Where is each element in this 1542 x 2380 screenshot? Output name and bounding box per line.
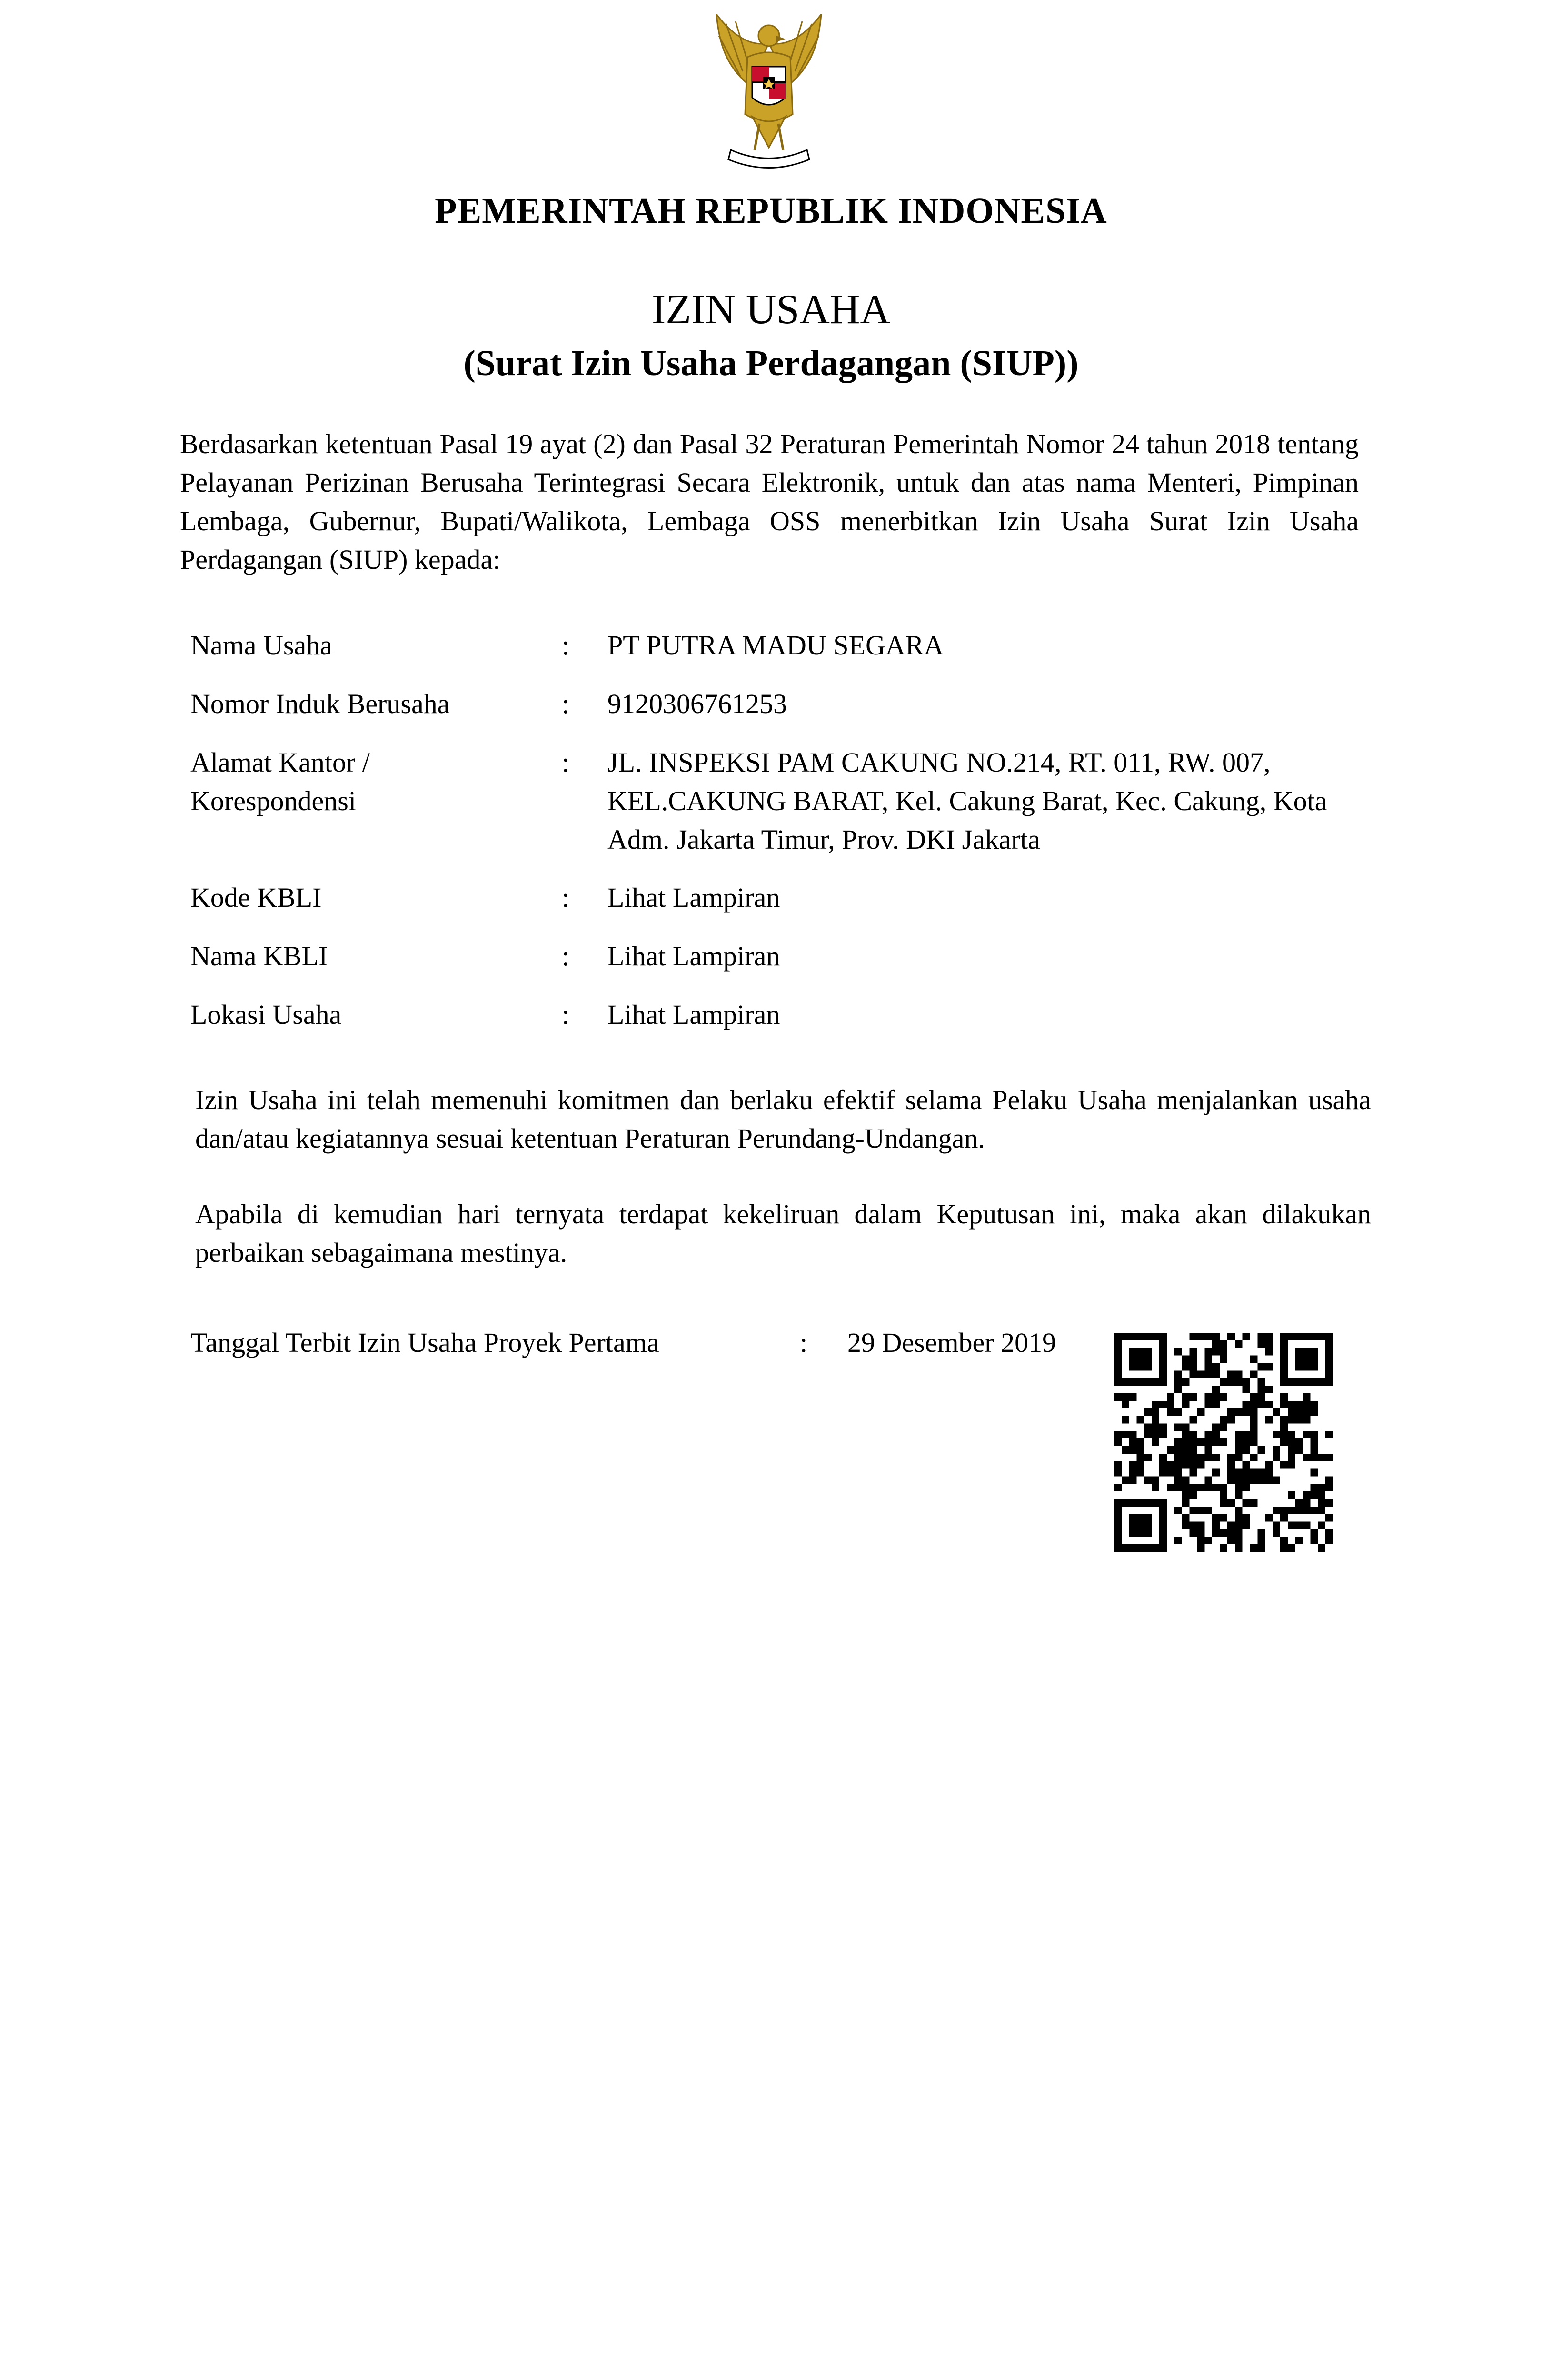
field-value: PT PUTRA MADU SEGARA bbox=[607, 630, 944, 661]
field-colon: : bbox=[562, 688, 570, 719]
government-title: PEMERINTAH REPUBLIK INDONESIA bbox=[435, 191, 1107, 231]
document-subtitle: (Surat Izin Usaha Perdagangan (SIUP)) bbox=[463, 343, 1079, 383]
field-label: Nama KBLI bbox=[190, 941, 328, 972]
validity-paragraph: Izin Usaha ini telah memenuhi komitmen dan berlaku efektif selama Pelaku Usaha menjalankan usaha dan/atau kegiatannya sesuai ketentuan Peraturan Perundang-Undangan. bbox=[195, 1084, 1371, 1154]
field-colon: : bbox=[562, 747, 570, 778]
qr-code-icon bbox=[1114, 1333, 1333, 1552]
field-colon: : bbox=[562, 630, 570, 661]
field-nomor-induk-berusaha bbox=[190, 684, 1369, 723]
issue-date-value: 29 Desember 2019 bbox=[847, 1327, 1056, 1358]
intro-paragraph: Berdasarkan ketentuan Pasal 19 ayat (2) dan Pasal 32 Peraturan Pemerintah Nomor 24 tahun 2018 tentang Pelayanan Perizinan Berusaha Terintegrasi Secara Elektronik, untuk dan atas nama Menteri, Pimpinan Lembaga, Gubernur, Bupati/Walikota, Lembaga OSS menerbitkan Izin Usaha Surat Izin Usaha Perdagangan (SIUP) kepada: bbox=[180, 428, 1359, 575]
field-value: JL. INSPEKSI PAM CAKUNG NO.214, RT. 011, RW. 007, KEL.CAKUNG BARAT, Kel. Cakung Barat, Kec. Cakung, Kota Adm. Jakarta Timur, Prov. DKI Jakarta bbox=[607, 747, 1327, 855]
field-colon: : bbox=[562, 882, 570, 913]
field-value: Lihat Lampiran bbox=[607, 941, 780, 972]
field-nama-kbli bbox=[190, 937, 1369, 975]
correction-paragraph: Apabila di kemudian hari ternyata terdapat kekeliruan dalam Keputusan ini, maka akan dilakukan perbaikan sebagaimana mestinya. bbox=[195, 1199, 1371, 1268]
field-label: Nomor Induk Berusaha bbox=[190, 688, 450, 719]
field-value: 9120306761253 bbox=[607, 688, 787, 719]
field-label: Kode KBLI bbox=[190, 882, 322, 913]
field-colon: : bbox=[562, 999, 570, 1030]
garuda-emblem-icon bbox=[697, 14, 840, 171]
issue-date-row bbox=[190, 1323, 1133, 1362]
field-label: Alamat Kantor / Korespondensi bbox=[190, 747, 370, 816]
field-lokasi-usaha bbox=[190, 995, 1369, 1034]
field-alamat-kantor bbox=[190, 743, 1369, 859]
field-colon: : bbox=[562, 941, 570, 972]
field-value: Lihat Lampiran bbox=[607, 882, 780, 913]
field-label: Nama Usaha bbox=[190, 630, 332, 661]
issue-date-colon: : bbox=[800, 1327, 808, 1358]
field-value: Lihat Lampiran bbox=[607, 999, 780, 1030]
field-kode-kbli bbox=[190, 878, 1369, 917]
issue-date-label: Tanggal Terbit Izin Usaha Proyek Pertama bbox=[190, 1327, 659, 1358]
field-nama-usaha bbox=[190, 626, 1369, 664]
document-title: IZIN USAHA bbox=[651, 287, 891, 333]
field-label: Lokasi Usaha bbox=[190, 999, 342, 1030]
